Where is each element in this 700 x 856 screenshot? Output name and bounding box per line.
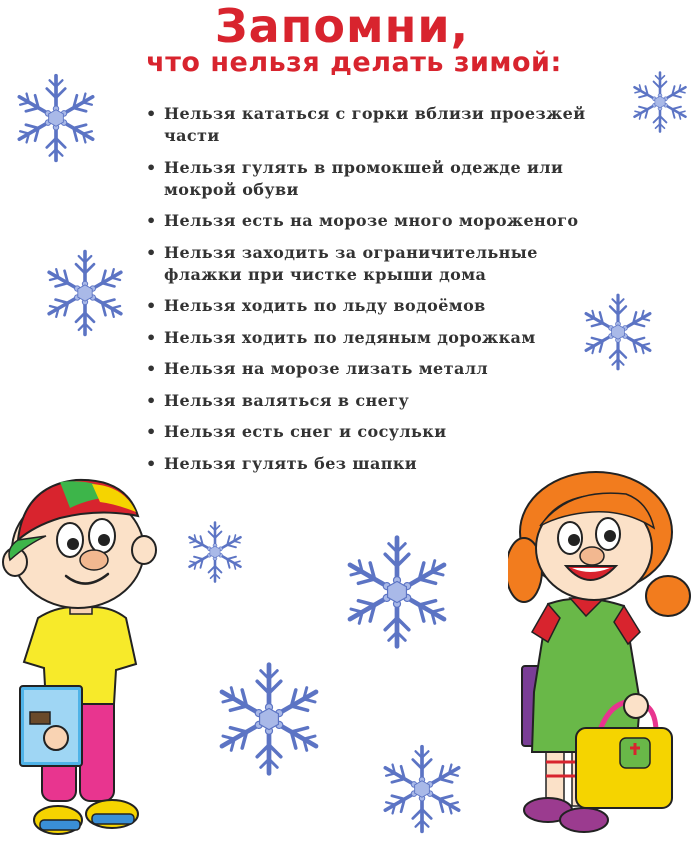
rule-item: • Нельзя гулять без шапки [144, 453, 614, 475]
rule-item: • Нельзя валяться в снегу [144, 390, 614, 412]
page-title: Запомни, [214, 0, 470, 53]
page-subtitle: что нельзя делать зимой: [146, 47, 562, 78]
rule-item: • Нельзя заходить за ограничительные флажки при чистке крыши дома [144, 242, 614, 286]
snowflake-icon [338, 533, 456, 651]
snowflake-icon [376, 743, 468, 835]
rule-item: • Нельзя на морозе лизать металл [144, 358, 614, 380]
rule-item: • Нельзя ходить по ледяным дорожкам [144, 327, 614, 349]
rule-item: • Нельзя ходить по льду водоёмов [144, 295, 614, 317]
rule-item: • Нельзя есть на морозе много мороженого [144, 210, 614, 232]
snowflake-icon [578, 292, 658, 372]
cartoon-girl-illustration [508, 462, 696, 847]
snowflake-icon [40, 248, 130, 338]
snowflake-icon [628, 70, 692, 134]
rules-list [144, 103, 614, 484]
rule-item: • Нельзя есть снег и сосульки [144, 421, 614, 443]
snowflake-icon [10, 72, 102, 164]
rule-item: • Нельзя кататься с горки вблизи проезжей части [144, 103, 614, 147]
rule-item: • Нельзя гулять в промокшей одежде или мокрой обуви [144, 157, 614, 201]
snowflake-icon [183, 520, 247, 584]
cartoon-boy-illustration [0, 468, 165, 853]
snowflake-icon [210, 660, 328, 778]
